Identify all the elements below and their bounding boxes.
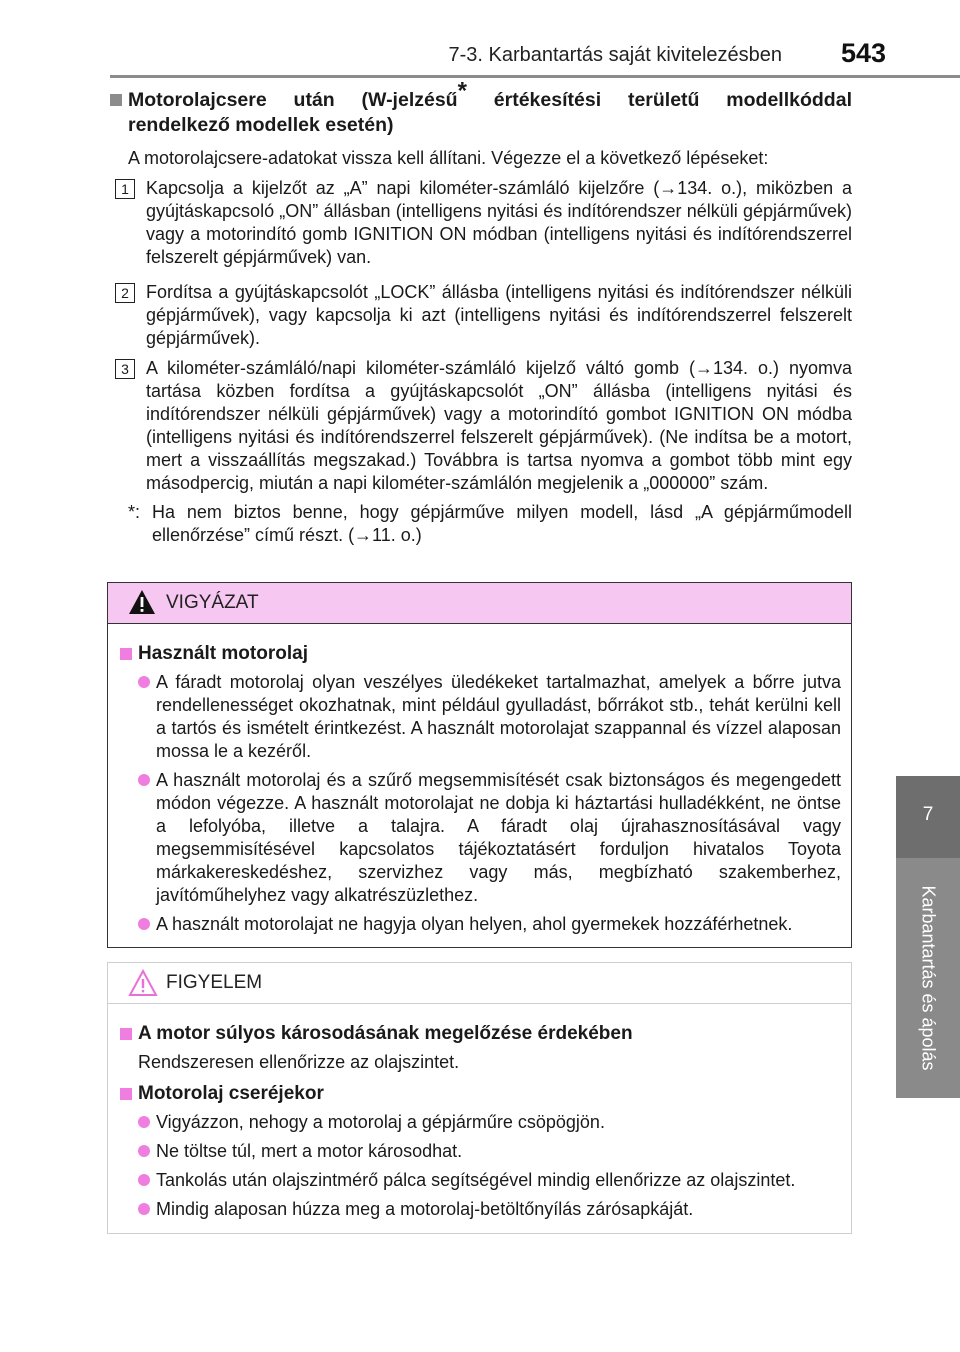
step-number-box: 3: [115, 359, 135, 379]
list-item-text: Tankolás után olajszintmérő pálca segítségével mindig ellenőrizze az olajszintet.: [156, 1170, 796, 1190]
square-bullet-icon: [110, 94, 122, 106]
step-item: [110, 177, 852, 269]
notice-section-title: [120, 1022, 841, 1045]
round-bullet-icon: [138, 1203, 150, 1215]
step-item: [110, 357, 852, 495]
list-item: [138, 1169, 841, 1192]
round-bullet-icon: [138, 918, 150, 930]
warning-triangle-icon: [128, 589, 156, 615]
square-bullet-icon: [120, 648, 132, 660]
step-number-box: 2: [115, 283, 135, 303]
main-content: [110, 77, 852, 547]
step-item: [110, 281, 852, 350]
list-item: [138, 1198, 841, 1221]
list-item-text: Ne töltse túl, mert a motor károsodhat.: [156, 1141, 463, 1161]
caution-box: [107, 582, 852, 948]
list-item-text: A használt motorolaj és a szűrő megsemmisítését csak biztonságos és megengedett módon végezze. A használt motorolajat ne dobja ki háztartási hulladékként, ne öntse a lefolyóba, illetve a talajra. A fáradt olaj újrahasznosításával vagy megsemmisítésével kapcsolatos tájékoztatásért forduljon hivatalos Toyota márkakereskedéshez, szervizhez vagy más, megbízható szakemberhez, javítóműhelyhez vagy alkatrészüzlethez.: [156, 770, 841, 905]
step-number-box: 1: [115, 179, 135, 199]
step-text: Kapcsolja a kijelzőt az „A” napi kilométer-számláló kijelzőre (→134. o.), miközben a gyújtáskapcsoló „ON” állásban (intelligens nyitási és indítórendszer nélküli gépjárművek) vagy a motorindító gomb IGNITION ON módban (intelligens nyitási és indítórendszerrel felszerelt gépjárművek) van.: [146, 178, 852, 267]
caution-title: [120, 642, 841, 665]
list-item-text: Vigyázzon, nehogy a motorolaj a gépjárműre csöpögjön.: [156, 1112, 605, 1132]
list-item: [138, 1111, 841, 1134]
list-item: [138, 1140, 841, 1163]
square-bullet-icon: [120, 1088, 132, 1100]
step-text: A kilométer-számláló/napi kilométer-számláló kijelző váltó gomb (→134. o.) nyomva tartása közben fordítsa a gyújtáskapcsolót „ON” állásba (intelligens nyitási és indítórendszer nélküli gépjárművek) vagy a motorindító gombot IGNITION ON módba (intelligens nyitási és indítórendszerrel felszerelt gépjárművek). (Ne indítsa be a motort, mert a visszaállítás megszakad.) Továbbra is tartsa nyomva a gombot több mint egy másodpercig, miután a napi kilométer-számlálón megjelenik a „000000” szám.: [146, 358, 852, 493]
round-bullet-icon: [138, 774, 150, 786]
section-heading: [110, 77, 852, 138]
footnote: [128, 501, 852, 547]
list-item-text: A fáradt motorolaj olyan veszélyes üledékeket tartalmazhat, amelyek a bőrre jutva rendellenességet okozhatnak, mint például gyulladást, bőrrákot stb., tehát kerülni kell a tartós és ismételt érintkezést. A használt motorolajat szappannal és vízzel alaposan mossa le a kezéről.: [156, 672, 841, 761]
footnote-mark: *:: [128, 502, 141, 522]
notice-section-text: Rendszeresen ellenőrizze az olajszintet.: [138, 1052, 460, 1072]
notice-section-title: [120, 1082, 841, 1105]
notice-box-body: [108, 1004, 851, 1221]
caution-box-body: [108, 624, 851, 936]
notice-box-header: [108, 963, 851, 1004]
notice-box: [107, 962, 852, 1234]
step-text: Fordítsa a gyújtáskapcsolót „LOCK” állásba (intelligens nyitási és indítórendszer nélküli gépjárművek), vagy kapcsolja ki azt (intelligens nyitási és indítórendszerrel felszerelt gépjárművek).: [146, 282, 852, 348]
list-item: [138, 769, 841, 907]
intro-text: A motorolajcsere-adatokat vissza kell állítani. Végezze el a következő lépéseket:: [128, 148, 769, 168]
heading-asterisk: *: [457, 77, 467, 105]
caution-title-text: Használt motorolaj: [138, 643, 308, 664]
page-number: 543: [840, 38, 886, 68]
round-bullet-icon: [138, 1145, 150, 1157]
footnote-text: Ha nem biztos benne, hogy gépjárműve milyen modell, lásd „A gépjárműmodell ellenőrzése” című részt. (→11. o.): [152, 502, 852, 545]
list-item: [138, 913, 841, 936]
list-item-text: Mindig alaposan húzza meg a motorolaj-betöltőnyílás zárósapkáját.: [156, 1199, 694, 1219]
steps-list: [110, 177, 852, 495]
list-item-text: A használt motorolajat ne hagyja olyan helyen, ahol gyermekek hozzáférhetnek.: [156, 914, 793, 934]
header-rule: [110, 75, 960, 78]
round-bullet-icon: [138, 676, 150, 688]
chapter-label: Karbantartás és ápolás: [918, 885, 939, 1071]
chapter-number: 7: [922, 804, 934, 825]
round-bullet-icon: [138, 1174, 150, 1186]
section-title: 7-3. Karbantartás saját kivitelezésben: [448, 44, 782, 66]
notice-label: FIGYELEM: [166, 972, 263, 993]
caution-label: VIGYÁZAT: [166, 592, 259, 613]
heading-text-post: értékesítési területű modellkóddal rendelkező modellek esetén): [128, 89, 852, 136]
list-item: [138, 671, 841, 763]
page-header: [0, 0, 960, 80]
notice-section-title-text: Motorolaj cseréjekor: [138, 1083, 324, 1104]
warning-triangle-outline-icon: [128, 969, 158, 997]
square-bullet-icon: [120, 1028, 132, 1040]
heading-text-pre: Motorolajcsere után (W-jelzésű: [128, 89, 458, 111]
chapter-tab: [896, 776, 960, 858]
notice-section-title-text: A motor súlyos károsodásának megelőzése érdekében: [138, 1023, 633, 1044]
round-bullet-icon: [138, 1116, 150, 1128]
chapter-label-tab: [896, 858, 960, 1098]
caution-box-header: [108, 583, 851, 624]
